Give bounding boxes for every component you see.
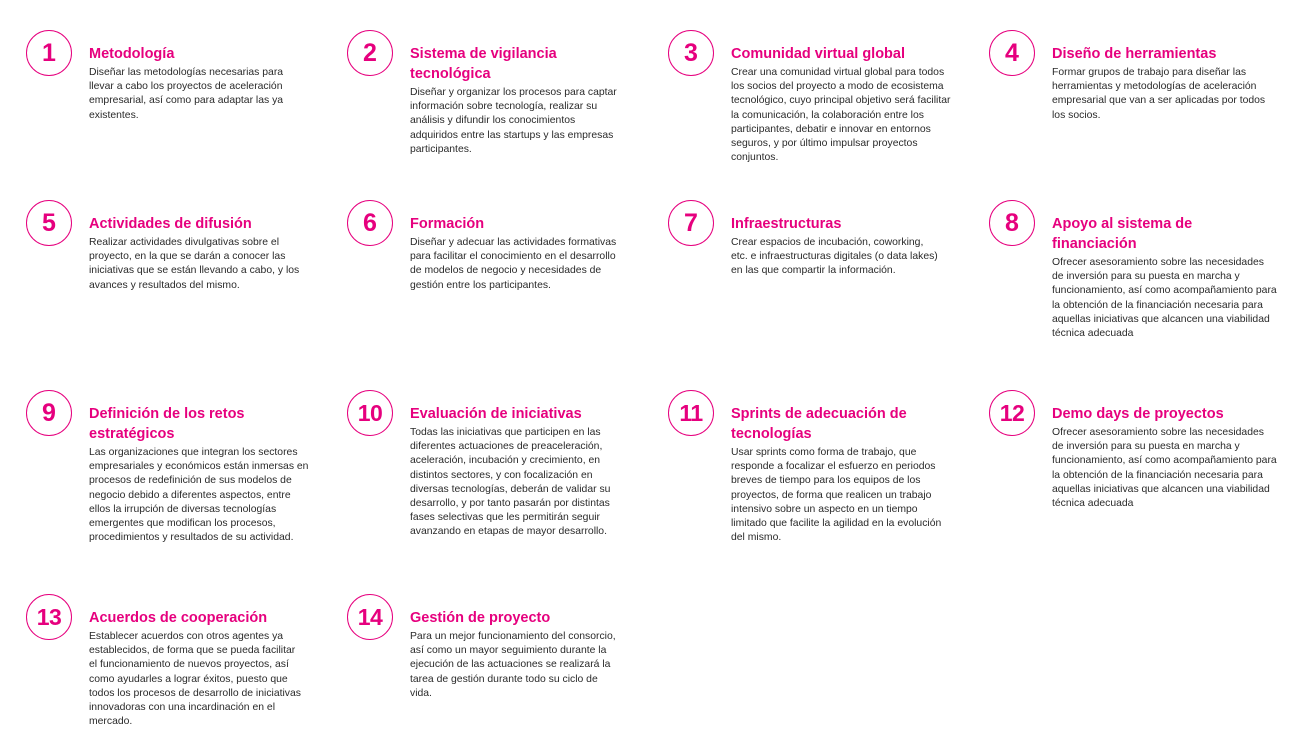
number-badge: 7 <box>668 200 714 246</box>
activity-title: Formación <box>410 216 485 232</box>
activity-description: Ofrecer asesoramiento sobre las necesidades de inversión para su puesta en marcha y funcionamiento, así como acompañamiento para la obtención de la financiación necesaria para aquellas iniciativas que alcancen una viabilidad técnica adecuada <box>1052 257 1277 340</box>
number-badge: 5 <box>26 200 72 246</box>
number-badge: 6 <box>347 200 393 246</box>
activity-description: Formar grupos de trabajo para diseñar las herramientas y metodologías de aceleración empresarial que van a ser aplicadas por todos los socios. <box>1052 67 1266 121</box>
activity-description: Para un mejor funcionamiento del consorcio, así como un mayor seguimiento durante la ejecución de las actuaciones se realizará la tarea de gestión durante todo su ciclo de vida. <box>410 631 616 699</box>
activity-title: Comunidad virtual global <box>731 46 906 62</box>
activity-title: Apoyo al sistema de financiación <box>1052 216 1193 252</box>
number-badge: 8 <box>989 200 1035 246</box>
number-badge: 9 <box>26 390 72 436</box>
activity-title: Metodología <box>89 46 175 62</box>
activity-description: Diseñar y adecuar las actividades formativas para facilitar el conocimiento en el desarrollo de modelos de negocio y necesidades de gestión entre los participantes. <box>410 237 617 291</box>
activity-title: Evaluación de iniciativas <box>410 406 582 422</box>
activity-title: Diseño de herramientas <box>1052 46 1217 62</box>
activity-title: Infraestructuras <box>731 216 842 232</box>
activity-description: Usar sprints como forma de trabajo, que responde a focalizar el esfuerzo en periodos breves de tiempo para los equipos de los proyectos, de forma que realicen un trabajo intensivo sobre un aspecto en un tiempo limitado que facilite la agilidad en la evolución del mismo. <box>731 447 942 544</box>
activity-description: Establecer acuerdos con otros agentes ya establecidos, de forma que se pueda facilitar el funcionamiento de nuevos proyectos, así como ayudarles a lograr éxitos, puesto que todos los procesos de desarrollo de iniciativas innovadoras con una incardinación en el mercado. <box>89 631 301 728</box>
number-badge: 12 <box>989 390 1035 436</box>
activity-title: Sprints de adecuación de tecnologías <box>731 406 907 442</box>
activity-description: Diseñar las metodologías necesarias para llevar a cabo los proyectos de aceleración empresarial, así como para adaptar las ya existentes. <box>89 67 284 121</box>
activity-description: Diseñar y organizar los procesos para captar información sobre tecnología, realizar su análisis y difundir los conocimientos adquiridos entre las startups y las empresas participantes. <box>410 87 617 155</box>
activity-description: Ofrecer asesoramiento sobre las necesidades de inversión para su puesta en marcha y funcionamiento, así como acompañamiento para la obtención de la financiación necesaria para aquellas iniciativas que alcancen una viabilidad técnica adecuada <box>1052 427 1277 510</box>
activity-description: Crear una comunidad virtual global para todos los socios del proyecto a modo de ecosistema tecnológico, cuyo principal objetivo será facilitar la comunicación, la colaboración entre los participantes, debatir e innovar en entornos seguros, y por último impulsar proyectos conjuntos. <box>731 67 951 164</box>
number-badge: 4 <box>989 30 1035 76</box>
number-badge: 1 <box>26 30 72 76</box>
activity-title: Sistema de vigilancia tecnológica <box>410 46 557 82</box>
activity-description: Crear espacios de incubación, coworking, etc. e infraestructuras digitales (o data lakes) en las que compartir la información. <box>731 237 938 277</box>
activity-description: Todas las iniciativas que participen en las diferentes actuaciones de preaceleración, aceleración, incubación y crecimiento, en distintos sectores, y con focalización en diversas tecnologías, deberán de validar su desarrollo, y por tanto pasarán por distintas fases selectivas que les permitirán seguir avanzando en etapas de mayor desarrollo. <box>410 427 611 538</box>
activity-description: Realizar actividades divulgativas sobre el proyecto, en la que se darán a conocer las iniciativas que se están llevando a cabo, y los avances y resultados del mismo. <box>89 237 300 291</box>
number-badge: 3 <box>668 30 714 76</box>
number-badge: 10 <box>347 390 393 436</box>
activity-title: Gestión de proyecto <box>410 610 551 626</box>
activity-title: Acuerdos de cooperación <box>89 610 268 626</box>
number-badge: 13 <box>26 594 72 640</box>
number-badge: 14 <box>347 594 393 640</box>
activity-title: Demo days de proyectos <box>1052 406 1224 422</box>
activity-description: Las organizaciones que integran los sectores empresariales y económicos están inmersas en procesos de redefinición de sus modelos de negocio debido a diferentes aspectos, entre ellos la irrupción de diversas tecnologías emergentes que modifican los procesos, procedimientos y resultados de su actividad. <box>89 447 309 544</box>
activity-title: Definición de los retos estratégicos <box>89 406 245 442</box>
activity-title: Actividades de difusión <box>89 216 252 232</box>
number-badge: 11 <box>668 390 714 436</box>
number-badge: 2 <box>347 30 393 76</box>
